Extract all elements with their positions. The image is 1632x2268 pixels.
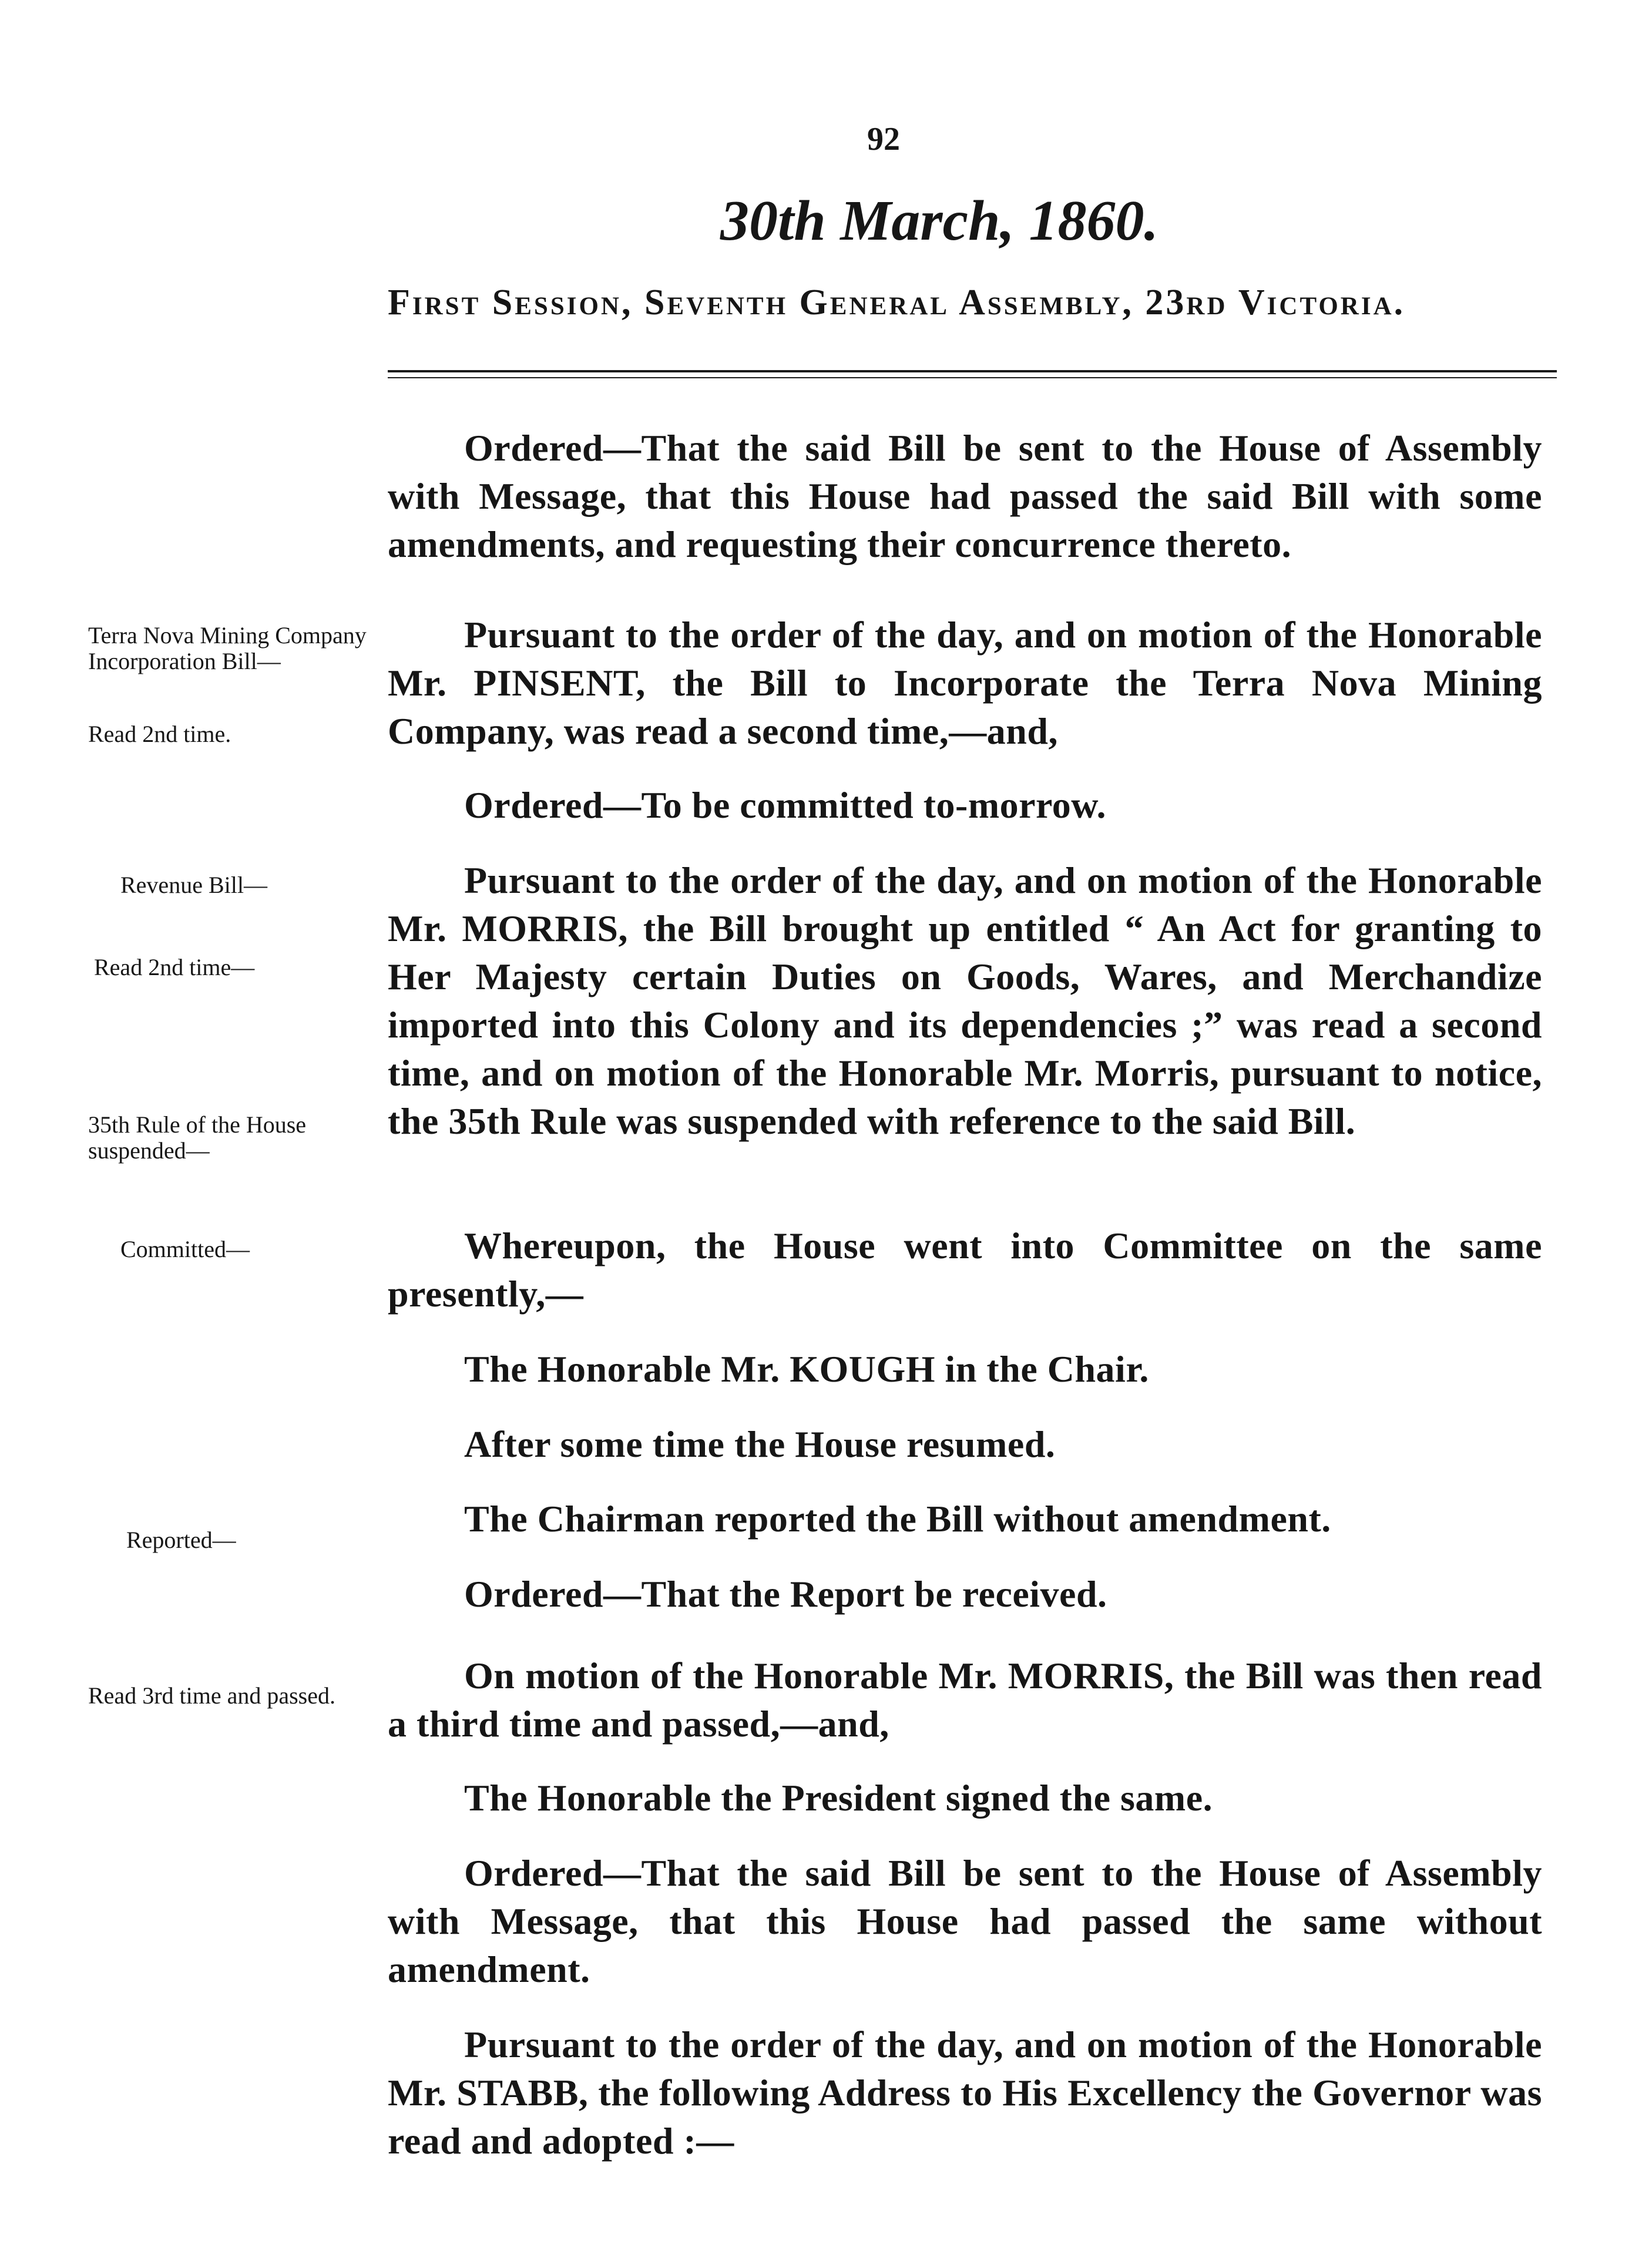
- paragraph-stabb-address: Pursuant to the order of the day, and on motion of the Honorable Mr. STABB, the following Address to His Excellency the Governor was read and adopted :—: [388, 2024, 1542, 2162]
- paragraph-ordered-amendments: Ordered—That the said Bill be sent to the House of Assembly with Message, that this House had passed the said Bill with some amendments, and requesting their concurrence thereto.: [388, 427, 1542, 565]
- paragraph-chairman-reported: The Chairman reported the Bill without amendment.: [464, 1498, 1331, 1540]
- paragraph-third-reading: On motion of the Honorable Mr. MORRIS, the Bill was then read a third time and passed,—and,: [388, 1655, 1542, 1745]
- paragraph-kough-chair: The Honorable Mr. KOUGH in the Chair.: [464, 1348, 1149, 1390]
- margin-note-read-3rd: Read 3rd time and passed.: [88, 1682, 335, 1709]
- session-heading: First Session, Seventh General Assembly, 23rd Victoria.: [388, 283, 1406, 322]
- margin-note-read-2nd: Read 2nd time.: [88, 721, 231, 747]
- margin-note-revenue-bill: Revenue Bill—: [120, 872, 267, 898]
- paragraph-report-received: Ordered—That the Report be received.: [464, 1573, 1107, 1615]
- margin-note-terra-nova: Terra Nova Mining Company Incorporation Bill—: [88, 622, 367, 674]
- header-divider-second: [388, 377, 1557, 378]
- paragraph-ordered-no-amendment: Ordered—That the said Bill be sent to the House of Assembly with Message, that this House had passed the same without amendment.: [388, 1852, 1542, 1990]
- paragraph-committed-tomorrow: Ordered—To be committed to-morrow.: [464, 784, 1106, 826]
- margin-note-committed: Committed—: [120, 1236, 250, 1262]
- paragraph-committee: Whereupon, the House went into Committee on the same presently,—: [388, 1225, 1542, 1315]
- header-divider: [388, 370, 1557, 372]
- paragraph-house-resumed: After some time the House resumed.: [464, 1423, 1056, 1465]
- margin-note-reported: Reported—: [126, 1527, 236, 1553]
- margin-note-revenue-read-2nd: Read 2nd time—: [94, 954, 255, 980]
- paragraph-pinsent-motion: Pursuant to the order of the day, and on motion of the Honorable Mr. PINSENT, the Bill to Incorporate the Terra Nova Mining Company, was read a second time,—and,: [388, 614, 1542, 752]
- paragraph-president-signed: The Honorable the President signed the same.: [464, 1777, 1213, 1819]
- page-title-date: 30th March, 1860.: [720, 189, 1158, 253]
- page-number: 92: [867, 121, 900, 157]
- paragraph-morris-revenue-bill: Pursuant to the order of the day, and on motion of the Honorable Mr. MORRIS, the Bill brought up entitled “ An Act for granting to Her Majesty certain Duties on Goods, Wares, and Merchandize imported into this Colony and its dependencies ;” was read a second time, and on motion of the Honorable Mr. Morris, pursuant to notice, the 35th Rule was suspended with reference to the said Bill.: [388, 859, 1542, 1142]
- margin-note-rule-suspended: 35th Rule of the House suspended—: [88, 1111, 307, 1164]
